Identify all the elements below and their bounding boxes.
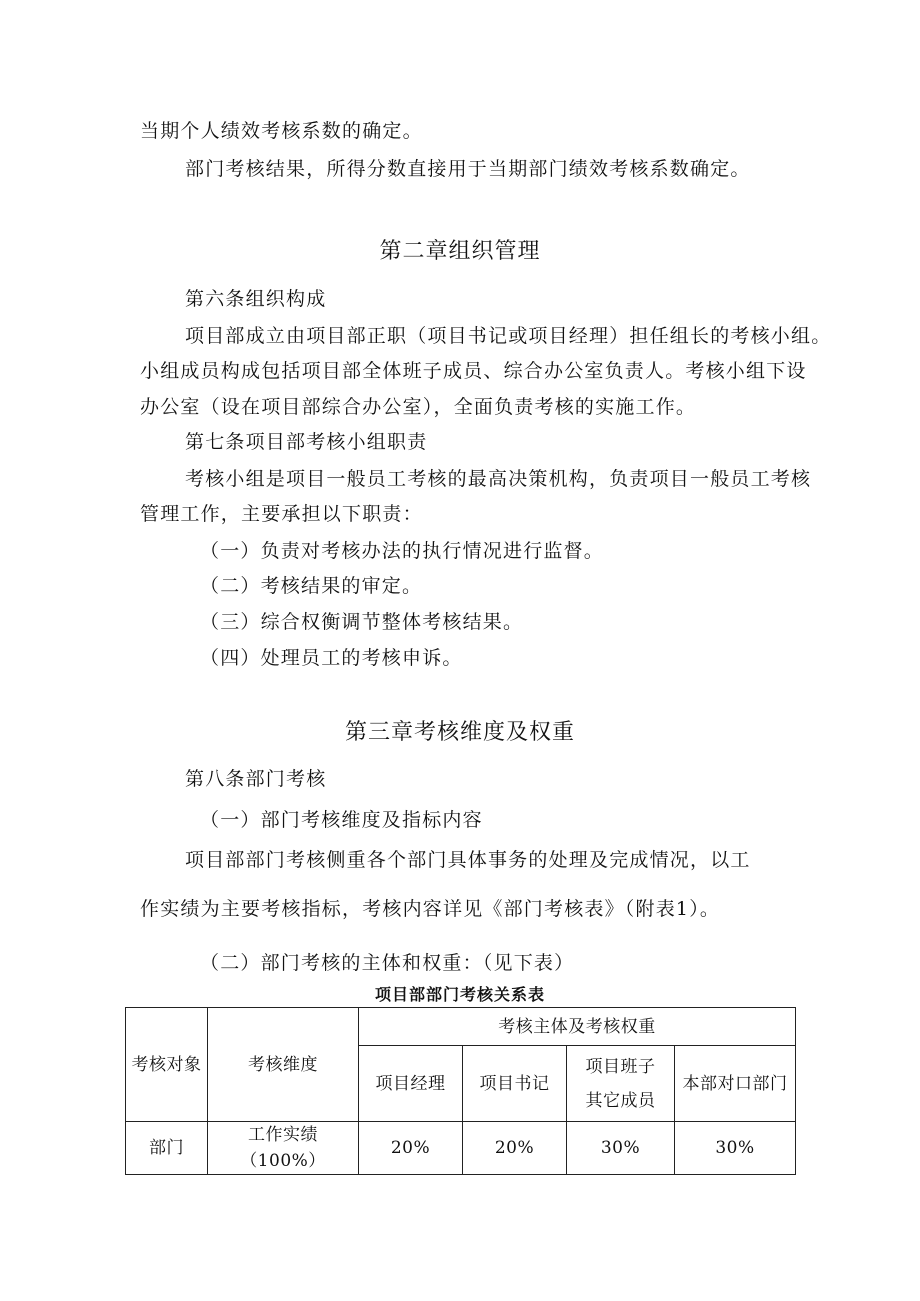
paragraph-line: 考核小组是项目一般员工考核的最高决策机构，负责项目一般员工考核 (185, 468, 812, 490)
header-target: 考核对象 (126, 1008, 208, 1122)
table-caption: 项目部部门考核关系表 (374, 985, 545, 1004)
header-dept: 本部对口部门 (675, 1046, 796, 1122)
table-row (126, 1122, 796, 1175)
article-title: 第八条部门考核 (185, 768, 327, 790)
paragraph-line: 办公室（设在项目部综合办公室），全面负责考核的实施工作。 (140, 396, 697, 418)
header-secretary: 项目书记 (463, 1046, 567, 1122)
paragraph-line: 作实绩为主要考核指标，考核内容详见《部门考核表》（附表1）。 (140, 898, 721, 920)
list-item: （三）综合权衡调节整体考核结果。 (200, 611, 524, 633)
cell-team: 30% (567, 1122, 675, 1175)
cell-dimension: 工作实绩（100%） (208, 1122, 359, 1175)
header-dimension: 考核维度 (208, 1008, 359, 1122)
paragraph-line: 项目部成立由项目部正职（项目书记或项目经理）担任组长的考核小组。 (185, 325, 832, 347)
header-group: 考核主体及考核权重 (359, 1008, 796, 1046)
header-team-line2: 其它成员 (585, 1090, 656, 1111)
header-pm: 项目经理 (359, 1046, 463, 1122)
paragraph-line: 部门考核结果，所得分数直接用于当期部门绩效考核系数确定。 (185, 158, 751, 180)
paragraph-line: 管理工作，主要承担以下职责： (140, 503, 423, 525)
article-title: 第六条组织构成 (185, 288, 327, 310)
paragraph-line: 小组成员构成包括项目部全体班子成员、综合办公室负责人。考核小组下设 (140, 360, 807, 382)
section-heading: （二）部门考核的主体和权重：（见下表） (200, 952, 575, 974)
chapter-title: 第三章考核维度及权重 (344, 720, 575, 745)
header-team (567, 1046, 675, 1122)
article-title: 第七条项目部考核小组职责 (185, 431, 428, 453)
section-heading: （一）部门考核维度及指标内容 (200, 809, 483, 831)
list-item: （四）处理员工的考核申诉。 (200, 647, 463, 669)
list-item: （二）考核结果的审定。 (200, 575, 423, 597)
cell-dept: 30% (675, 1122, 796, 1175)
header-team-line1: 项目班子 (585, 1056, 656, 1077)
cell-pm: 20% (359, 1122, 463, 1175)
table-header-row (126, 1008, 796, 1046)
chapter-title: 第二章组织管理 (379, 239, 541, 264)
cell-secretary: 20% (463, 1122, 567, 1175)
cell-target: 部门 (126, 1122, 208, 1175)
relation-table (125, 1007, 796, 1175)
list-item: （一）负责对考核办法的执行情况进行监督。 (200, 540, 605, 562)
paragraph-line: 当期个人绩效考核系数的确定。 (140, 120, 423, 142)
paragraph-line: 项目部部门考核侧重各个部门具体事务的处理及完成情况，以工 (185, 849, 751, 871)
